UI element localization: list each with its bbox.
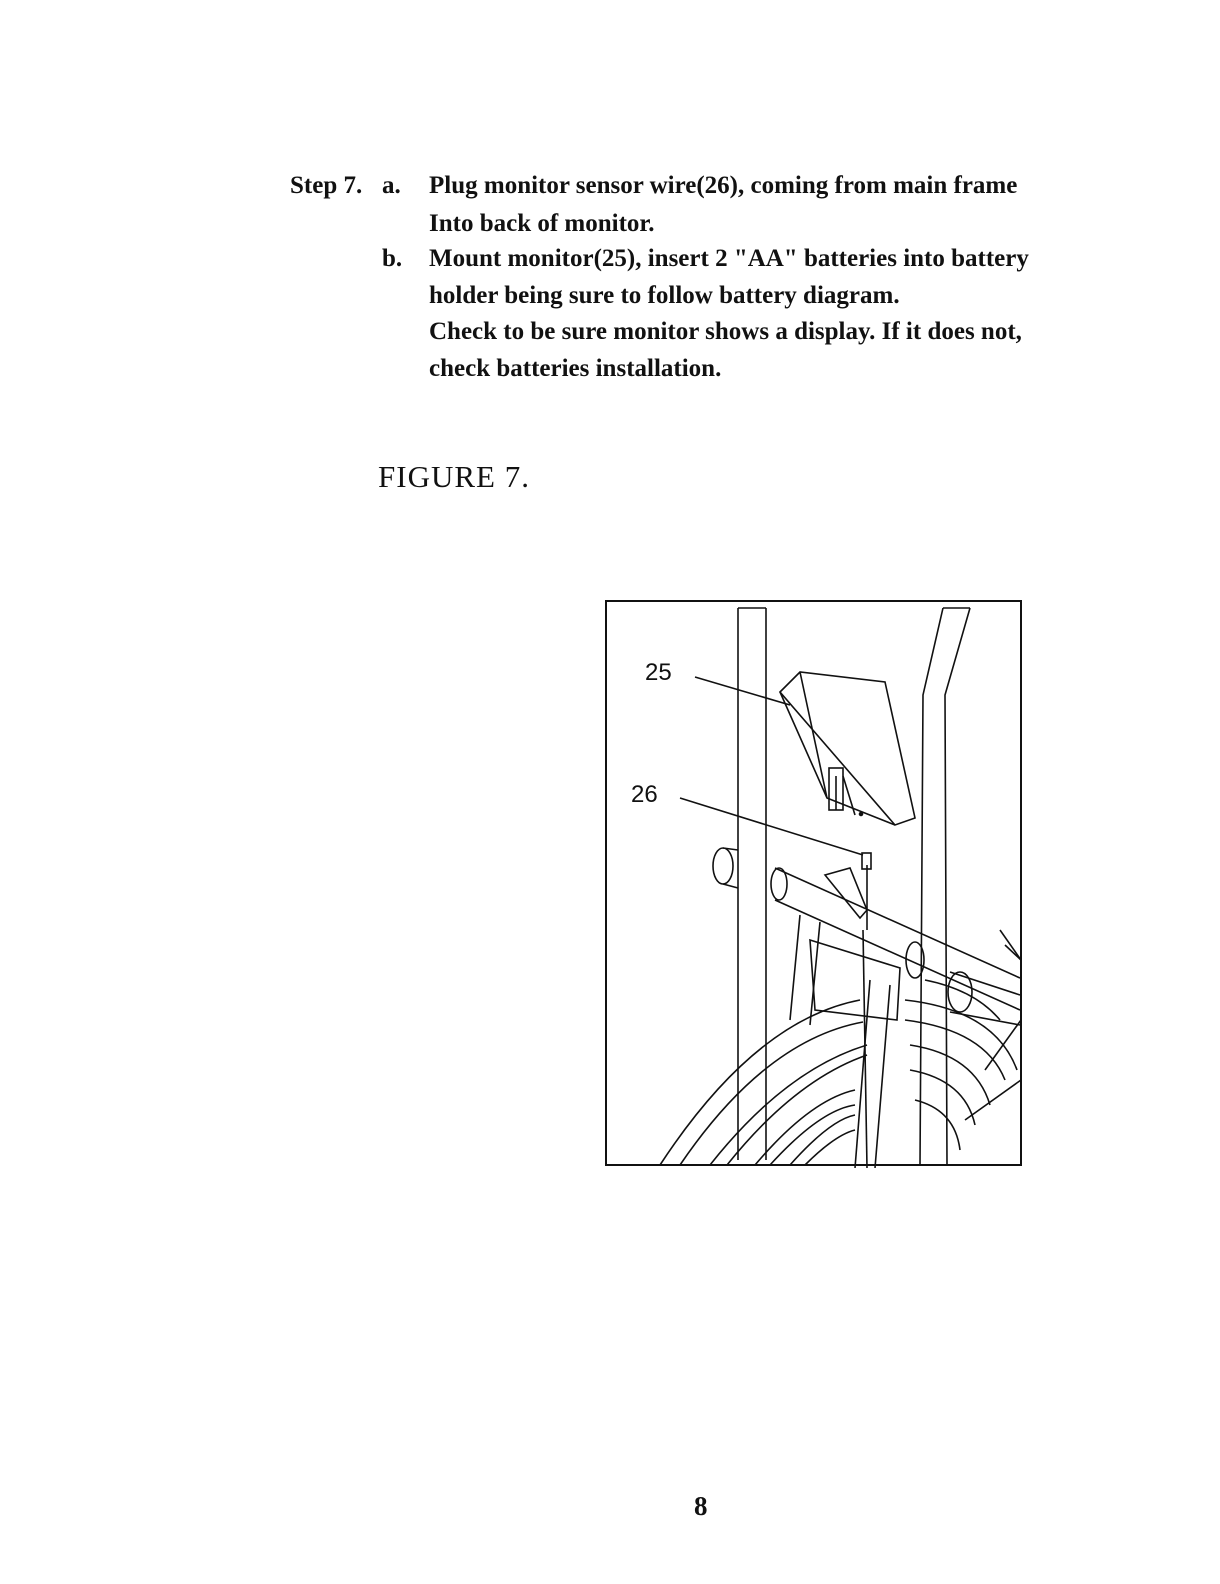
stem-tube bbox=[855, 930, 890, 1168]
figure-7-illustration bbox=[605, 600, 1023, 1168]
step-item-a-line-2: Into back of monitor. bbox=[429, 210, 655, 237]
monitor-bracket bbox=[790, 868, 900, 1025]
callout-25: 25 bbox=[645, 659, 672, 686]
step-item-a-letter: a. bbox=[382, 172, 401, 199]
figure-title: FIGURE 7. bbox=[378, 459, 530, 494]
sensor-wire bbox=[862, 853, 871, 930]
step-item-b-line-3: Check to be sure monitor shows a display. If it does not, bbox=[429, 318, 1022, 345]
step-item-b-letter: b. bbox=[382, 245, 403, 272]
step-item-b-line-4: check batteries installation. bbox=[429, 355, 722, 382]
monitor-unit bbox=[780, 672, 915, 825]
callout-26: 26 bbox=[631, 781, 658, 808]
step-item-b-line-2: holder being sure to follow battery diagram. bbox=[429, 282, 900, 309]
leader-line-25 bbox=[695, 677, 790, 705]
right-handlebar-post bbox=[920, 608, 970, 1165]
step-item-b-line-1: Mount monitor(25), insert 2 "AA" batteries into battery bbox=[429, 245, 1029, 272]
step-label: Step 7. bbox=[290, 172, 363, 199]
page-number: 8 bbox=[694, 1491, 708, 1521]
step-item-a-line-1: Plug monitor sensor wire(26), coming from main frame bbox=[429, 172, 1018, 199]
flywheel-arcs bbox=[660, 930, 1021, 1165]
